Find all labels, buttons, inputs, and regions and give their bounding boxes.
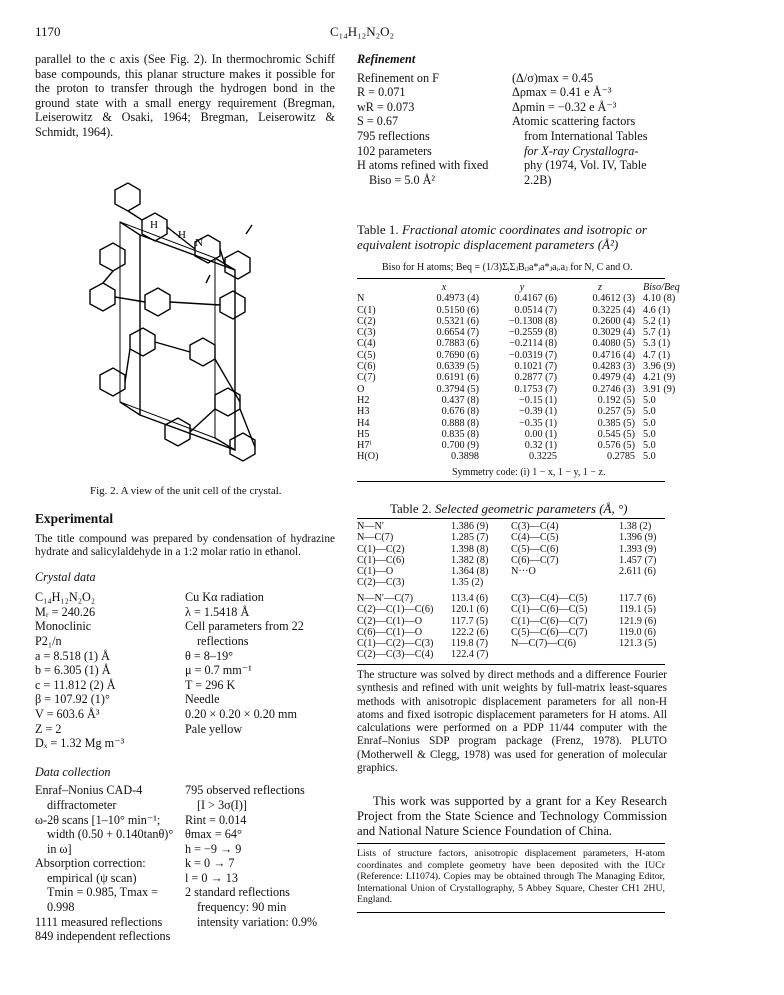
unit-cell-front	[140, 235, 235, 450]
table1-cell: 0.7690 (6)	[436, 349, 479, 361]
collection-observed: 795 observed reflections	[185, 783, 305, 798]
running-title: C₁₄H₁₂N₂O₂	[330, 24, 395, 39]
refinement-rhomax: Δρmax = 0.41 e Å⁻³	[512, 85, 612, 100]
table1-cell: −0.2559 (8)	[508, 327, 557, 339]
table1-cell: 5.0	[643, 440, 656, 452]
table1-header-x: x	[441, 282, 447, 293]
table1-cell: 0.32 (1)	[524, 440, 557, 452]
table1-cell: 0.0514 (7)	[514, 304, 557, 316]
crystal-size: 0.20 × 0.20 × 0.20 mm	[185, 706, 297, 721]
table1-cell: H3	[357, 406, 370, 418]
table2_angles-cell: 119.0 (6)	[619, 626, 656, 638]
table2_angles-cell: 117.7 (6)	[619, 593, 656, 604]
table2_bonds-row	[353, 566, 660, 577]
crystal-mu: μ = 0.7 mm⁻¹	[185, 663, 252, 678]
experimental-heading: Experimental	[35, 511, 114, 526]
deposit-note-text: Lists of structure factors, anisotropic displacement parameters, H-atom coordinates and complete geometry have been deposited with the IUCr (Reference: LI1074). Copies may be obtained through The Managing Editor, International Union of Crystallography, 5 Abbey Square, Chester CH1 2HU, England.	[357, 848, 665, 906]
table1-cell: 0.2746 (3)	[592, 383, 635, 395]
table2_angles-cell	[615, 649, 660, 660]
table1-cell: 0.437 (8)	[441, 394, 479, 406]
table1	[353, 282, 684, 463]
table2_bonds-cell: 1.393 (9)	[619, 543, 657, 555]
table1-cell: 3.91 (9)	[643, 383, 676, 395]
collection-scans: ω-2θ scans [1–10° min⁻¹;	[35, 812, 161, 827]
crystal-lambda: λ = 1.5418 Å	[185, 604, 250, 619]
table2-top-rule	[357, 518, 665, 519]
table2-bottom-rule	[357, 664, 665, 665]
figure-label-n: N	[195, 237, 203, 249]
table2_bonds-cell: N—N′	[357, 521, 385, 532]
table2_bonds-cell: 1.38 (2)	[619, 521, 652, 532]
crystal-reflections: reflections	[197, 633, 249, 648]
table1-cell: 0.2785	[606, 451, 635, 463]
table2_angles-row	[353, 604, 660, 615]
table1-cell: 0.3794 (5)	[436, 383, 479, 395]
table2_bonds-cell: 1.285 (7)	[451, 532, 489, 544]
table1-cell: H4	[357, 417, 370, 429]
deposit-bottom-rule	[357, 912, 665, 913]
table1-cell: 0.1753 (7)	[514, 383, 557, 395]
acknowledgement-text: This work was supported by a grant for a Key Research Project from the State Science and Technology Commission and National Nature Science Foundation of China.	[357, 794, 667, 839]
table1-cell: 0.3225 (4)	[592, 304, 635, 316]
table1-cell: 0.676 (8)	[441, 406, 479, 418]
data-collection	[35, 783, 335, 944]
refinement-s: S = 0.67	[357, 114, 399, 129]
table1-row	[353, 293, 684, 304]
crystal-cell-params: Cell parameters from 22	[185, 619, 304, 634]
crystal-system: Monoclinic	[35, 619, 92, 634]
table1-cell: 5.0	[643, 428, 656, 440]
table2_angles-row	[353, 649, 660, 660]
table1-cell: 5.0	[643, 417, 656, 429]
collection-width: width (0.50 + 0.140tanθ)°	[47, 827, 174, 842]
table1-header-b: Biso/Beq	[643, 282, 680, 293]
refinement-rhomin: Δρmin = −0.32 e Å⁻³	[512, 99, 617, 114]
table1-cell: 0.4612 (3)	[592, 293, 635, 305]
table1-cell: C(4)	[357, 338, 376, 350]
experimental-text: The title compound was prepared by condensation of hydrazine hydrate and salicylaldehyde in a 1:2 molar ratio in ethanol.	[35, 532, 335, 559]
refinement-heading: Refinement	[357, 52, 416, 66]
table1-cell: 0.3029 (4)	[592, 327, 635, 339]
refinement-scattering: Atomic scattering factors	[512, 114, 636, 129]
table2_angles-cell: 117.7 (5)	[451, 615, 488, 627]
table1-cell: 0.4973 (4)	[436, 293, 479, 305]
table1-cell: C(1)	[357, 304, 376, 316]
table2_angles-cell: N—N′—C(7)	[357, 593, 413, 604]
table2_bonds-row	[353, 577, 660, 588]
table1-cell: C(3)	[357, 327, 376, 339]
table1-caption-text: Fractional atomic coordinates and isotropic or equivalent isotropic displacement parameters (Å²)	[357, 222, 647, 252]
collection-tmax: 0.998	[47, 900, 75, 915]
figure-label-h: H	[178, 229, 186, 241]
collection-in-omega: in ω]	[47, 841, 72, 856]
collection-l: l = 0 → 13	[185, 870, 238, 885]
table1-cell: 4.10 (8)	[643, 293, 676, 305]
table1-row	[353, 451, 684, 462]
crystal-space-group: P2₁/n	[35, 633, 62, 648]
table2_angles-cell: 119.8 (7)	[451, 638, 488, 650]
figure-caption: Fig. 2. A view of the unit cell of the crystal.	[90, 485, 282, 497]
table2_angles-cell: C(1)—C(6)—C(5)	[511, 604, 588, 616]
table1-label: Table 1.	[357, 222, 399, 237]
table1-cell: −0.35 (1)	[519, 417, 557, 429]
table2_angles-row	[353, 638, 660, 649]
table1-cell: −0.39 (1)	[519, 406, 557, 418]
table1-cell: 0.576 (5)	[597, 440, 635, 452]
collection-rint: Rint = 0.014	[185, 812, 247, 827]
crystal-shape: Needle	[185, 692, 220, 707]
table1-row	[353, 361, 684, 372]
refinement-on-f: Refinement on F	[357, 70, 439, 85]
table2_angles-cell: N—C(7)—C(6)	[511, 638, 577, 650]
table2_angles-cell: C(3)—C(4)—C(5)	[511, 593, 588, 604]
table2-bonds	[353, 521, 660, 589]
table1-row	[353, 372, 684, 383]
refinement-h-atoms: H atoms refined with fixed	[357, 158, 489, 173]
table1-cell: 0.385 (5)	[597, 417, 635, 429]
table1-header-atom	[353, 282, 405, 293]
refinement-tables: from International Tables	[524, 128, 648, 143]
refinement-tables-4: 2.2B)	[524, 172, 552, 187]
table1-cell: 0.5150 (6)	[436, 304, 479, 316]
crystal-radiation: Cu Kα radiation	[185, 590, 264, 605]
table2_angles-cell: 113.4 (6)	[451, 593, 488, 604]
table2_bonds-cell: C(5)—C(6)	[511, 543, 559, 555]
table2_bonds-cell: C(1)—C(2)	[357, 543, 405, 555]
table1-cell: 0.7883 (6)	[436, 338, 479, 350]
refinement-parameters: 102 parameters	[357, 143, 432, 158]
table1-cell: 4.21 (9)	[643, 372, 676, 384]
table2_bonds-cell: 1.382 (8)	[451, 554, 489, 566]
table1-cell: −0.15 (1)	[519, 394, 557, 406]
table2_bonds-cell: 1.364 (8)	[451, 566, 489, 578]
refinement-shift: (Δ/σ)max = 0.45	[512, 70, 594, 85]
table2_angles-cell: 122.2 (6)	[451, 626, 489, 638]
table2_bonds-cell: 1.386 (9)	[451, 521, 489, 532]
crystal-v: V = 603.6 Å³	[35, 706, 100, 721]
table1-header-z: z	[598, 282, 602, 293]
table1-cell: −0.2114 (8)	[509, 338, 557, 350]
table2_bonds-cell: C(3)—C(4)	[511, 521, 559, 532]
table1-cell: 0.192 (5)	[597, 394, 635, 406]
table1-cell: 0.4979 (4)	[592, 372, 635, 384]
table2_bonds-row	[353, 532, 660, 543]
crystal-theta: θ = 8–19°	[185, 648, 234, 663]
table2_bonds-cell: 1.396 (9)	[619, 532, 657, 544]
table2_angles-cell: C(1)—C(2)—C(3)	[357, 638, 434, 650]
table1-cell: 0.5321 (6)	[436, 315, 479, 327]
table2_bonds-cell	[615, 577, 660, 588]
table1-cell: C(2)	[357, 315, 376, 327]
collection-empirical: empirical (ψ scan)	[47, 870, 137, 885]
table1-cell: 0.835 (8)	[441, 428, 479, 440]
table2_bonds-cell: 1.457 (7)	[619, 554, 657, 566]
table2_bonds-cell: 1.35 (2)	[451, 577, 484, 589]
collection-independent: 849 independent reflections	[35, 929, 171, 944]
table1-row	[353, 350, 684, 361]
table1-row	[353, 429, 684, 440]
table1-cell: O	[357, 383, 365, 395]
collection-criterion: [I > 3σ(I)]	[197, 797, 247, 812]
refinement-reflections: 795 reflections	[357, 128, 430, 143]
table2_angles-cell: C(6)—C(1)—O	[357, 626, 423, 638]
refinement-data	[357, 71, 667, 188]
table2_angles-cell: C(2)—C(1)—O	[357, 615, 423, 627]
table1-note: Biso for H atoms; Beq = (1/3)ΣᵢΣⱼBᵢⱼa*ᵢa*ⱼaᵢ.aⱼ for N, C and O.	[382, 262, 633, 273]
crystal-a: a = 8.518 (1) Å	[35, 648, 110, 663]
deposit-note	[357, 848, 665, 906]
table1-cell: −0.0319 (7)	[508, 349, 557, 361]
table1-cell: 0.2877 (7)	[514, 372, 557, 384]
table2_bonds-row	[353, 521, 660, 532]
intro-paragraph: parallel to the c axis (See Fig. 2). In thermochromic Schiff base compounds, this planar structure makes it possible for the proton to transfer through the hydrogen bond in the ground state with a small energy requirement (Bregman, Leiserowitz & Osaki, 1964; Bregman, Leiserowitz & Schmidt, 1964).	[35, 52, 335, 139]
table2_bonds-row	[353, 555, 660, 566]
table1-cell: 0.6191 (6)	[436, 372, 479, 384]
table1-cell: 0.4283 (3)	[592, 361, 635, 373]
table2_bonds-cell: C(4)—C(5)	[511, 532, 559, 544]
table1-cell: H2	[357, 394, 370, 406]
table1-cell: 5.0	[643, 394, 656, 406]
crystal-c: c = 11.812 (2) Å	[35, 677, 116, 692]
table2_bonds-cell: 2.611 (6)	[619, 566, 656, 578]
table2_angles-cell: 121.3 (5)	[619, 638, 657, 650]
table1-row	[353, 406, 684, 417]
table1-cell: 0.545 (5)	[597, 428, 635, 440]
table2_angles-row	[353, 616, 660, 627]
unit-cell-back	[120, 222, 215, 438]
collection-frequency: frequency: 90 min	[197, 900, 287, 915]
crystal-data	[35, 590, 335, 751]
table1-cell: 0.6339 (5)	[436, 361, 479, 373]
acknowledgement	[357, 794, 667, 840]
deposit-top-rule	[357, 843, 665, 844]
table1-cell: 0.257 (5)	[597, 406, 635, 418]
table1-header-row	[353, 282, 684, 293]
data-collection-heading: Data collection	[35, 764, 111, 779]
refinement-biso: Biso = 5.0 Å²	[369, 172, 436, 187]
table2_bonds-cell: C(2)—C(3)	[357, 577, 405, 589]
refinement-section	[357, 52, 667, 187]
table1-cell: 0.3225	[528, 451, 557, 463]
table1-cell: 0.3898	[450, 451, 479, 463]
table1-cell: H(O)	[357, 451, 379, 463]
crystal-beta: β = 107.92 (1)°	[35, 692, 110, 707]
table2_angles-cell: 120.1 (6)	[451, 604, 489, 616]
solution-paragraph	[357, 669, 667, 775]
table1-row	[353, 327, 684, 338]
table2_angles-cell: 122.4 (7)	[451, 649, 489, 661]
table1-cell: 0.888 (8)	[441, 417, 479, 429]
collection-diffractometer-2: diffractometer	[47, 797, 117, 812]
data-collection-right	[185, 783, 335, 944]
table1-row	[353, 384, 684, 395]
table1-cell: −0.1308 (8)	[508, 315, 557, 327]
table1-cell: 0.1021 (7)	[514, 361, 557, 373]
table2_angles-row	[353, 627, 660, 638]
table1-caption	[357, 222, 677, 252]
table1-cell: 0.4716 (4)	[592, 349, 635, 361]
table1-cell: 3.96 (9)	[643, 361, 676, 373]
table1-cell: 5.0	[643, 406, 656, 418]
table1-cell: C(5)	[357, 349, 376, 361]
refinement-right	[512, 71, 667, 188]
refinement-tables-2: for X-ray Crystallogra-	[524, 143, 639, 158]
refinement-r: R = 0.071	[357, 85, 406, 100]
refinement-tables-3: phy (1974, Vol. IV, Table	[524, 158, 647, 173]
page-number: 1170	[35, 24, 61, 39]
collection-h: h = −9 → 9	[185, 841, 242, 856]
table1-cell: C(7)	[357, 372, 376, 384]
data-collection-left	[35, 783, 185, 944]
table1-cell: 4.6 (1)	[643, 304, 671, 316]
table2_angles-row	[353, 593, 660, 604]
table1-cell: 0.4167 (6)	[514, 293, 557, 305]
table1-cell: 0.700 (9)	[441, 440, 479, 452]
collection-standards: 2 standard reflections	[185, 885, 290, 900]
table1-cell: H5	[357, 428, 370, 440]
table1-cell: 5.3 (1)	[643, 338, 671, 350]
table2_angles-cell	[507, 649, 615, 660]
table2_bonds-cell	[507, 577, 615, 588]
table2_bonds-cell: 1.398 (8)	[451, 543, 489, 555]
figure-label-h2: H	[150, 219, 158, 231]
table2_bonds-cell: N···O	[511, 566, 536, 578]
table2_bonds-cell: N—C(7)	[357, 532, 394, 544]
collection-tmin: Tmin = 0.985, Tmax =	[47, 885, 159, 900]
table1-bottom-rule	[357, 481, 665, 482]
table1-header-y: y	[519, 282, 525, 293]
crystal-z: Z = 2	[35, 721, 62, 736]
table1-cell: 4.7 (1)	[643, 349, 671, 361]
table1-cell: C(6)	[357, 361, 376, 373]
table1-symmetry: Symmetry code: (i) 1 − x, 1 − y, 1 − z.	[452, 467, 606, 478]
table2_angles-cell: 119.1 (5)	[619, 604, 656, 616]
crystal-t: T = 296 K	[185, 677, 236, 692]
table1-row	[353, 440, 684, 451]
table1-row	[353, 305, 684, 316]
crystal-formula: C₁₄H₁₂N₂O₂	[35, 590, 96, 605]
crystal-data-right	[185, 590, 335, 751]
experimental-section	[35, 512, 335, 944]
table1-body	[353, 293, 684, 462]
table2-angles	[353, 593, 660, 661]
table2_bonds-row	[353, 544, 660, 555]
table2_angles-cell: C(2)—C(1)—C(6)	[357, 604, 434, 616]
collection-absorption: Absorption correction:	[35, 856, 146, 871]
table1-cell: 0.4080 (5)	[592, 338, 635, 350]
table1-cell: 0.6654 (7)	[436, 327, 479, 339]
table1-cell: 5.2 (1)	[643, 315, 671, 327]
table1-top-rule	[357, 278, 665, 279]
table2_bonds-cell: C(1)—C(6)	[357, 554, 405, 566]
table2-caption	[390, 501, 628, 516]
table1-cell: N	[357, 293, 365, 305]
table2_bonds-cell: C(6)—C(7)	[511, 554, 559, 566]
solution-text: The structure was solved by direct methods and a difference Fourier synthesis and refined with unit weights by full-matrix least-squares methods with anisotropic displacement parameters for all non-H atoms and fixed isotropic displacement parameters for H atoms. All calculations were performed on a PDP 11/44 computer with the Enraf–Nonius SDP program package (Frenz, 1978). PLUTO (Motherwell & Clegg, 1978) was used for generation of molecular graphics.	[357, 669, 667, 775]
collection-measured: 1111 measured reflections	[35, 914, 163, 929]
table2_angles-cell: C(5)—C(6)—C(7)	[511, 626, 588, 638]
table1-row	[353, 338, 684, 349]
collection-thetamax: θmax = 64°	[185, 827, 242, 842]
table2_bonds-cell: C(1)—O	[357, 566, 394, 578]
table2_angles-cell: C(1)—C(6)—C(7)	[511, 615, 588, 627]
crystal-b: b = 6.305 (1) Å	[35, 663, 111, 678]
unit-cell-figure	[70, 180, 280, 480]
table1-cell: H7ⁱ	[357, 440, 372, 452]
refinement-left	[357, 71, 512, 188]
table2_angles-cell: C(2)—C(3)—C(4)	[357, 649, 434, 661]
crystal-data-heading: Crystal data	[35, 569, 96, 584]
table2-angles-body	[353, 593, 660, 661]
collection-k: k = 0 → 7	[185, 856, 235, 871]
collection-variation: intensity variation: 0.9%	[197, 914, 318, 929]
table1-cell: 5.7 (1)	[643, 327, 671, 339]
table2_angles-cell: 121.9 (6)	[619, 615, 657, 627]
table2-label: Table 2.	[390, 501, 432, 516]
crystal-mr: Mᵣ = 240.26	[35, 604, 96, 619]
table2-bonds-body	[353, 521, 660, 589]
left-column	[35, 52, 335, 140]
table1-row	[353, 316, 684, 327]
table1-cell: 0.2600 (4)	[592, 315, 635, 327]
table1-row	[353, 418, 684, 429]
table2-caption-text: Selected geometric parameters (Å, °)	[434, 501, 628, 516]
table1-cell: 5.0	[643, 451, 656, 463]
crystal-colour: Pale yellow	[185, 721, 243, 736]
table1-cell: 0.00 (1)	[524, 428, 557, 440]
crystal-data-left	[35, 590, 185, 751]
collection-diffractometer: Enraf–Nonius CAD-4	[35, 783, 143, 798]
table1-row	[353, 395, 684, 406]
crystal-dx: Dₓ = 1.32 Mg m⁻³	[35, 736, 125, 751]
refinement-wr: wR = 0.073	[357, 99, 415, 114]
